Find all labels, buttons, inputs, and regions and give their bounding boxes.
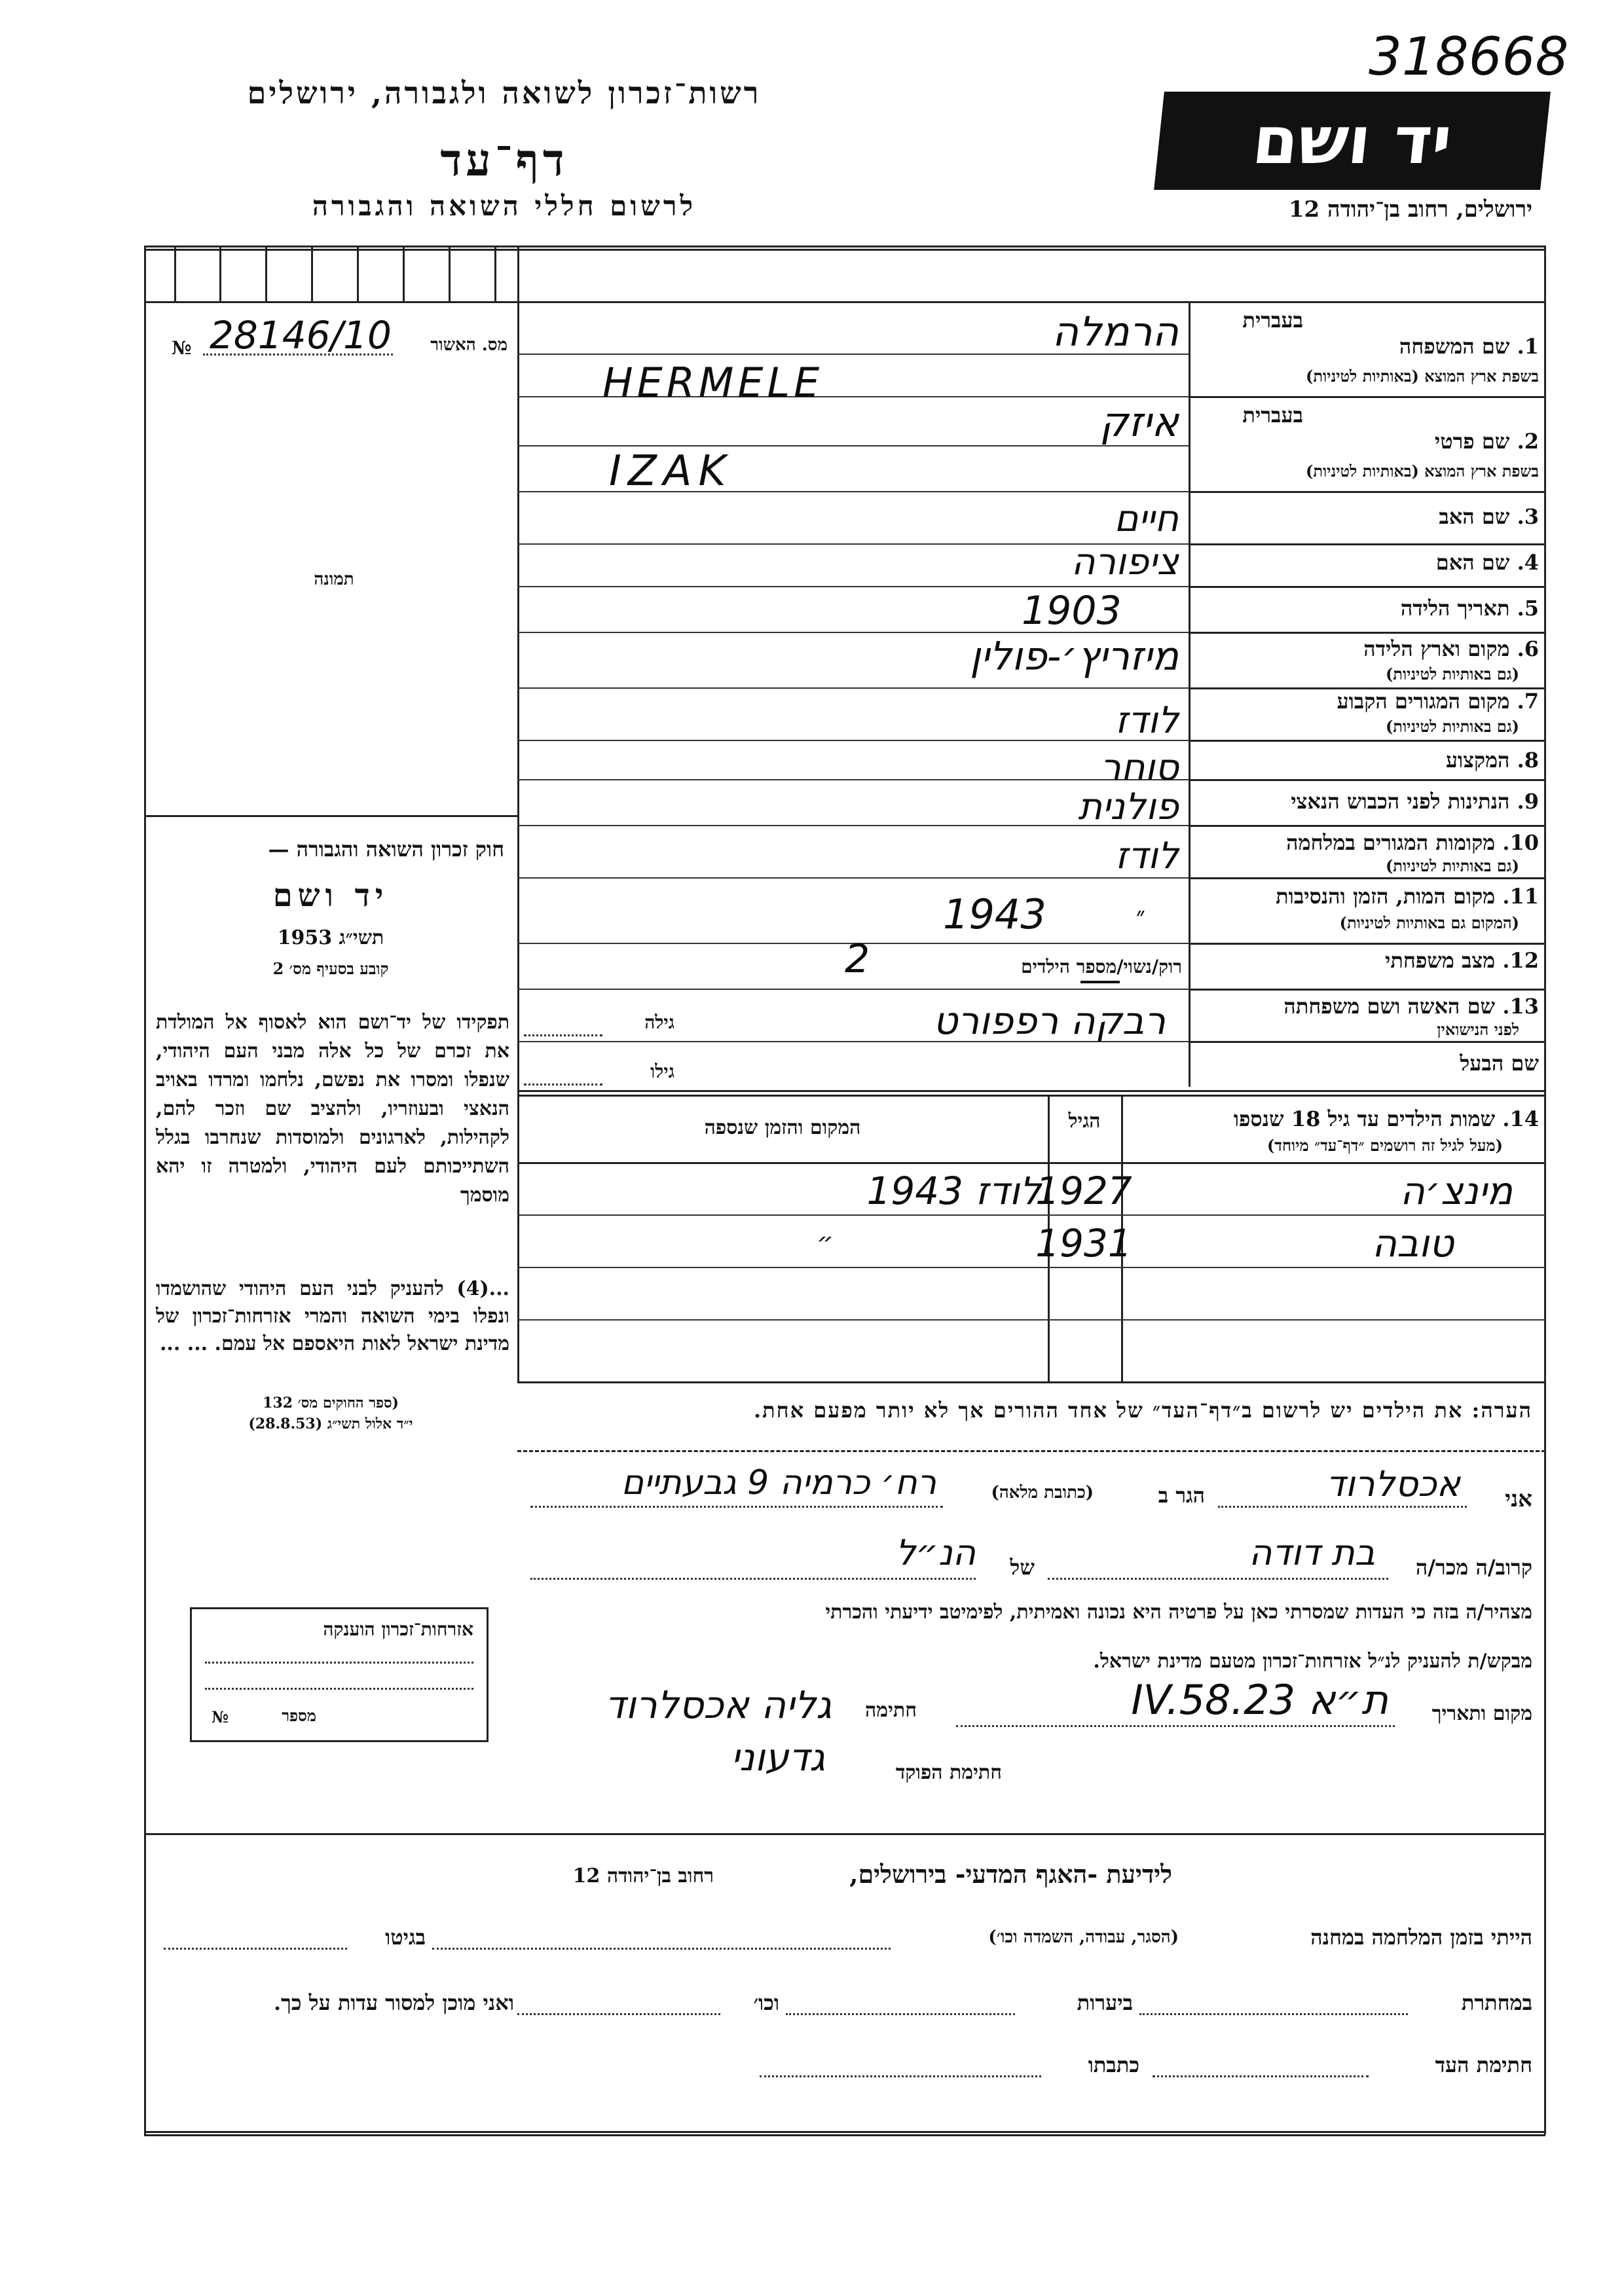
hebrew-label-1: בעברית [1242,308,1303,333]
child-1-place[interactable]: לודז 1943 [866,1169,1041,1213]
decl-place-date-value[interactable]: ת״א 23.IV.58 [1131,1676,1388,1724]
field-11-ditto: ״ [1136,902,1145,930]
field-9-label: 9. הנתינות לפני הכבוש הנאצי [1291,789,1539,814]
footer-line1-hint: (הסגר, עבודה, השמדה וכו׳) [988,1927,1179,1947]
children-sublabel: (מעל לגיל זה רושמים ״דף־עד״ מיוחד) [1266,1136,1503,1155]
approval-no-value: 28146/10 [210,313,392,357]
decl-relation-value[interactable]: בת דודה [1249,1532,1375,1573]
decl-place-date-label: מקום ותאריך [1431,1702,1532,1725]
citizenship-title: אזרחות־זכרון הוענקה [323,1618,473,1640]
header-address: ירושלים, רחוב בן־יהודה 12 [1288,196,1532,223]
field-1-latin-value[interactable]: HERMELE [602,359,824,407]
field-10-value[interactable]: לודז [1115,835,1179,877]
yad-vashem-logo [1154,92,1551,190]
law-text: תפקידו של יד־ושם הוא לאסוף אל המולדת את זכרם של כל אלה מבני העם היהודי, שנפלו ומסרו את נפשם, נלחמו ומרדו באויב הנאצי ובעוזריו, ולהציב שם וזכר להם, לקהילות, לארגונים ולמוסדות שנחרבו בגלל השתייכותם לעם היהודי, ולמטרה זו יהא מוסמך [156,1011,509,1207]
decl-signature-value[interactable]: גליה אכסלרוד [604,1683,832,1727]
logo-text: יד ושם [1249,102,1456,179]
field-4-value[interactable]: ציפורה [1071,541,1179,583]
field-5-value[interactable]: 1903 [1022,588,1122,634]
field-2-latin-value[interactable]: IZAK [609,447,733,496]
field-10-sublabel: (גם באותיות לטיניות) [1385,856,1519,875]
footer-line2-a: במחתרת [1461,1990,1532,2015]
decl-of-label: של [1010,1555,1035,1580]
archive-number: 318668 [1369,26,1569,87]
field-12-label: 12. מצב משפחתי [1385,948,1539,973]
field-13-dash [1080,981,1120,983]
field-1-sublabel: בשפת ארץ המוצא (באותיות לטיניות) [1306,367,1539,386]
child-2-age[interactable]: 1931 [1035,1221,1132,1266]
footer-title: לידיעת -האגף המדעי- בירושלים, [849,1859,1172,1889]
field-4-label: 4. שם האם [1435,550,1539,575]
approval-no-symbol: № [172,337,192,359]
page-title: דף־עד [440,134,568,187]
field-6-label: 6. מקום וארץ הלידה [1363,636,1539,661]
citizenship-no-symbol: № [212,1707,229,1726]
decl-of-value[interactable]: הנ״ל [895,1532,976,1573]
photo-placeholder: תמונה [314,570,354,589]
field-7-label: 7. מקום המגורים הקבוע [1337,689,1539,714]
hebrew-label-2: בעברית [1242,403,1303,428]
field-3-label: 3. שם האב [1439,504,1539,529]
approval-no-caption: מס. האשור [430,335,507,355]
field-13-value[interactable]: רבקה רפפורט [932,998,1166,1043]
decl-address-value[interactable]: רח׳ כרמיה 9 גבעתיים [621,1463,936,1503]
decl-address-hint: (כתובת מלאה) [991,1483,1094,1503]
husband-age-label: גילו [650,1061,674,1082]
field-5-label: 5. תאריך הלידה [1400,596,1539,621]
field-1-hebrew-value[interactable]: הרמלה [1052,308,1179,355]
husband-label: שם הבעל [1460,1051,1539,1076]
decl-statement: מצהיר/ה בזה כי העדות שמסרתי כאן על פרטיה היא נכונה ואמיתית, לפימיטב ידיעתי והכרתי [825,1601,1532,1624]
field-7-value[interactable]: לודז [1115,699,1179,742]
decl-officer-label: חתימת הפוקד [895,1761,1002,1784]
children-age-header: הגיל [1068,1110,1101,1133]
child-2-name[interactable]: טובה [1372,1221,1454,1266]
decl-request: מבקש/ת להעניק לנ״ל אזרחות־זכרון מטעם מדינת ישראל. [1093,1650,1532,1673]
decl-i-label: אני [1505,1486,1532,1512]
citizenship-no-label: מספר [282,1706,316,1725]
child-1-age[interactable]: 1927 [1035,1169,1132,1213]
law-clause: קובע בסעיף מס׳ 2 [272,959,389,978]
page-subtitle: לרשום חללי השואה והגבורה [312,190,697,222]
footer-line1-a: הייתי בזמן המלחמה במחנה [1310,1925,1532,1950]
children-label: 14. שמות הילדים עד גיל 18 שנספו [1233,1106,1539,1131]
field-2-hebrew-value[interactable]: איזק [1099,398,1179,446]
field-12-kids-value[interactable]: 2 [845,936,870,982]
law-text-2: ...(4) להעניק לבני העם היהודי שהושמדו ונפלו בימי השואה והמרי אזרחות־זכרון של מדינת ישראל לאות היאספם אל עמם. ... ... [156,1277,509,1355]
field-1-label: 1. שם המשפחה [1399,334,1539,359]
field-8-label: 8. המקצוע [1445,748,1539,773]
field-11-label: 11. מקום המות, הזמן והנסיבות [1276,884,1539,909]
field-13-label: 13. שם האשה ושם משפחתה [1283,994,1539,1019]
decl-resides-label: הגר ב [1158,1483,1205,1508]
footer-line2-d: ואני מוכן למסור עדות על כך. [273,1990,514,2015]
law-date: י״ד אלול תשי״ג (28.8.53) [248,1415,413,1432]
field-12-kids-label: רוק/נשוי/מספר הילדים [1021,956,1182,977]
children-note: הערה: את הילדים יש לרשום ב״דף־העד״ של אחד ההורים אך לא יותר מפעם אחת. [753,1398,1532,1423]
field-6-value[interactable]: מיזריץ׳-פולין [970,634,1179,680]
decl-name-value[interactable]: אכסלרוד [1325,1463,1460,1504]
decl-relative-label: קרוב/ה מכר/ה [1415,1555,1532,1580]
law-source: (ספר החוקים מס׳ 132 [263,1394,399,1412]
field-2-sublabel: בשפת ארץ המוצא (באותיות לטיניות) [1306,462,1539,481]
law-year: תשי״ג 1953 [277,926,384,949]
law-title: חוק זכרון השואה והגבורה — [268,837,504,862]
field-11-value[interactable]: 1943 [943,890,1046,938]
field-3-value[interactable]: חיים [1114,498,1179,540]
law-name: יד ושם [272,877,389,914]
field-10-label: 10. מקומות המגורים במלחמה [1286,830,1539,855]
decl-officer-value[interactable]: גדעוני [731,1735,825,1779]
footer-line1-b: בגיטו [385,1925,426,1950]
field-8-value[interactable]: סוחר [1100,746,1179,789]
footer-line2-b: ביערות [1077,1990,1133,2015]
child-1-name[interactable]: מינצ׳ה [1400,1169,1513,1213]
footer-line2-c: וכו׳ [753,1990,779,2015]
field-9-value[interactable]: פולנית [1078,786,1179,828]
footer-line3-a: חתימת העד [1435,2052,1532,2077]
footer-line3-b: כתבתו [1088,2052,1139,2077]
field-11-sublabel: (המקום גם באותיות לטיניות) [1339,913,1519,932]
decl-signature-label: חתימה [865,1699,917,1722]
field-6-sublabel: (גם באותיות לטיניות) [1385,665,1519,683]
footer-title-address: רחוב בן־יהודה 12 [572,1865,714,1887]
field-13-age-label: גילה [644,1011,674,1033]
children-place-header: המקום והזמן שנספה [704,1116,861,1139]
field-2-label: 2. שם פרטי [1434,429,1539,454]
authority-name: רשות־זכרון לשואה ולגבורה, ירושלים [247,75,762,111]
child-2-place[interactable]: ״ [817,1228,834,1258]
field-13-sublabel: לפני הנישואין [1437,1020,1519,1039]
citizenship-box [190,1607,489,1742]
field-7-sublabel: (גם באותיות לטיניות) [1385,717,1519,736]
